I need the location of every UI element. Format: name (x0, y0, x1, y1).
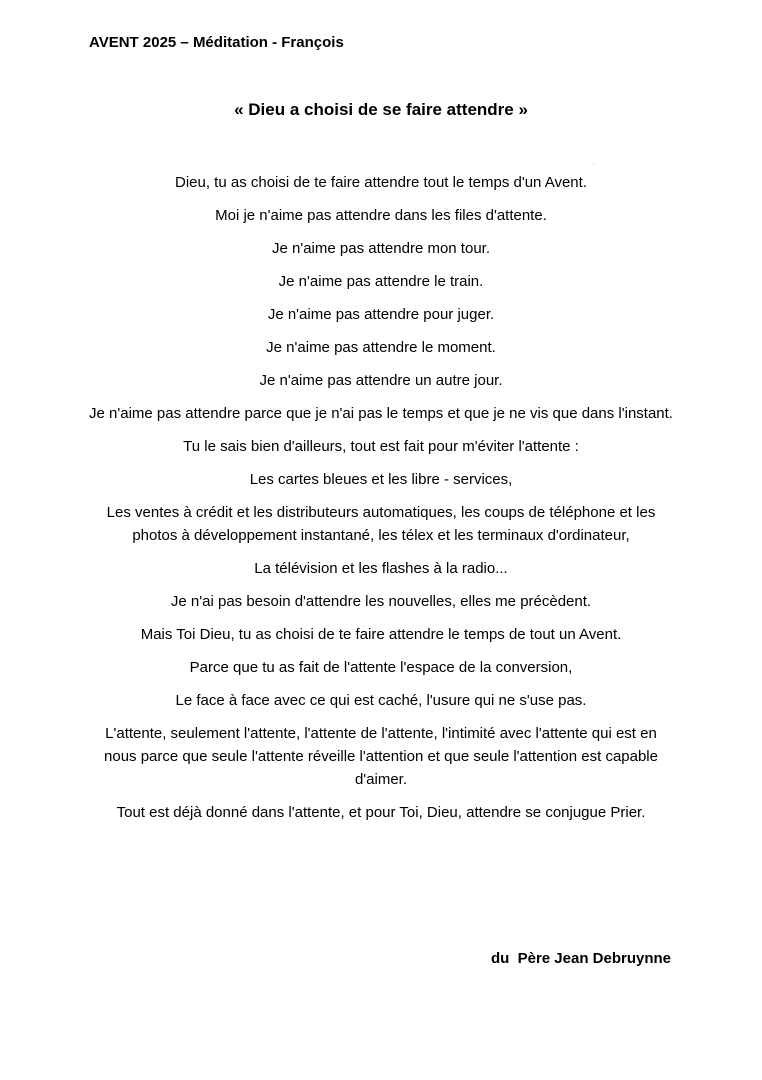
poem-line: Je n'aime pas attendre le train. (278, 273, 484, 290)
poem-line: Parce que tu as fait de l'attente l'espace de la conversion, (189, 659, 573, 676)
poem-line: Les ventes à crédit et les distributeurs automatiques, les coups de téléphone et les photos à développement instantané, les télex et les terminaux d'ordinateur, (106, 504, 656, 544)
poem-line: Je n'aime pas attendre le moment. (266, 339, 496, 356)
poem-line: Je n'aime pas attendre pour juger. (267, 306, 495, 323)
poem-line: Tout est déjà donné dans l'attente, et pour Toi, Dieu, attendre se conjugue Prier. (116, 804, 646, 821)
poem-line: Je n'ai pas besoin d'attendre les nouvelles, elles me précèdent. (170, 593, 592, 610)
poem-line: Le face à face avec ce qui est caché, l'usure qui ne s'use pas. (175, 692, 587, 709)
poem-line: Je n'aime pas attendre parce que je n'ai pas le temps et que je ne vis que dans l'instant. (89, 405, 673, 422)
poem-line: L'attente, seulement l'attente, l'attente de l'attente, l'intimité avec l'attente qui est en nous parce que seule l'attente réveille l'attention et que seule l'attention est capable d'aimer. (104, 725, 658, 788)
poem-line: Moi je n'aime pas attendre dans les files d'attente. (215, 207, 547, 224)
poem-line: Je n'aime pas attendre un autre jour. (259, 372, 503, 389)
poem-line: Tu le sais bien d'ailleurs, tout est fait pour m'éviter l'attente : (183, 438, 579, 455)
poem-title: « Dieu a choisi de se faire attendre » (234, 100, 528, 119)
author-signature: du Père Jean Debruynne (490, 950, 671, 967)
document-header: AVENT 2025 – Méditation - François (89, 34, 344, 51)
poem-line: Je n'aime pas attendre mon tour. (272, 240, 490, 257)
poem-line: Mais Toi Dieu, tu as choisi de te faire attendre le temps de tout un Avent. (140, 626, 622, 643)
scan-speck (593, 163, 594, 164)
poem-line: Dieu, tu as choisi de te faire attendre tout le temps d'un Avent. (174, 174, 587, 191)
poem-line: La télévision et les flashes à la radio... (254, 560, 508, 577)
poem-line: Les cartes bleues et les libre - services, (249, 471, 513, 488)
poem-body (88, 171, 674, 834)
